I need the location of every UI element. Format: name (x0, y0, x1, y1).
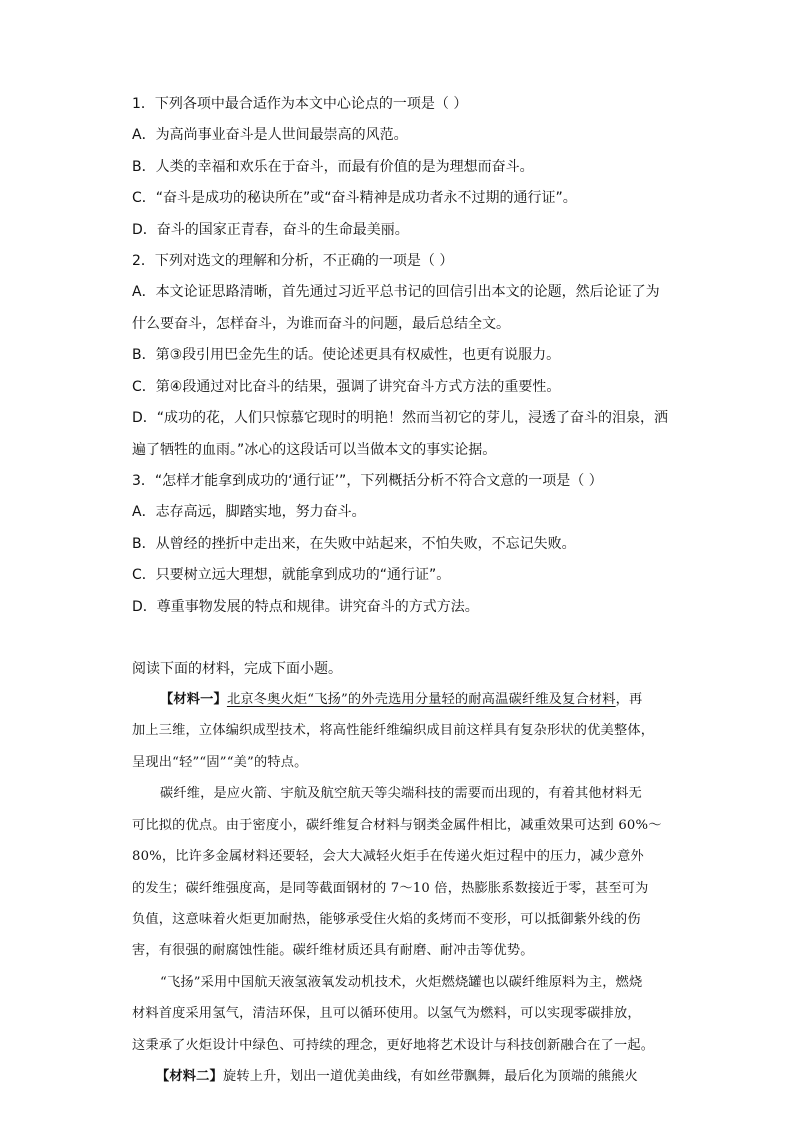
q2-option-c: C．第④段通过对比奋斗的结果，强调了讲究奋斗方式方法的重要性。 (132, 379, 561, 395)
material-two-label: 【材料二】 (156, 1069, 223, 1084)
q1-stem: 1．下列各项中最合适作为本文中心论点的一项是（ ） (132, 96, 468, 112)
q3-option-b: B．从曾经的挫折中走出来，在失败中站起来，不怕失败，不忘记失败。 (132, 536, 576, 552)
carbon-fiber-line-4: 的发生；碳纤维强度高，是同等截面钢材的 7～10 倍，热膨胀系数接近于零，甚至可为 (132, 881, 649, 896)
q2-option-b: B．第③段引用巴金先生的话。使论述更具有权威性，也更有说服力。 (132, 347, 561, 363)
q3-option-c: C．只要树立远大理想，就能拿到成功的“通行证”。 (132, 567, 451, 583)
q1-option-a: A．为高尚事业奋斗是人世间最崇高的风范。 (132, 127, 408, 143)
material-one-line-3: 呈现出“轻”“固”“美”的特点。 (132, 755, 308, 770)
carbon-fiber-line-5: 负值，这意味着火炬更加耐热，能够承受住火焰的炙烤而不变形，可以抵御紫外线的伤 (132, 912, 641, 927)
material-one-underlined: 北京冬奥火炬“飞扬”的外壳选用分量轻的耐高温碳纤维及复合材料 (226, 692, 616, 707)
feiyang-line-1: “飞扬”采用中国航天液氢液氧发动机技术，火炬燃烧罐也以碳纤维原料为主，燃烧 (160, 975, 643, 990)
q2-option-a-cont: 什么要奋斗，怎样奋斗，为谁而奋斗的问题，最后总结全文。 (132, 316, 510, 332)
feiyang-line-2: 材料首度采用氢气，清洁环保，且可以循环使用。以氢气为燃料，可以实现零碳排放， (132, 1006, 641, 1021)
material-one-label: 【材料一】 (160, 692, 227, 707)
material-two-line-1 (156, 1067, 672, 1087)
carbon-fiber-line-6: 害，有很强的耐腐蚀性能。碳纤维材质还具有耐磨、耐冲击等优势。 (132, 943, 534, 958)
material-one-line-2: 加上三维，立体编织成型技术，将高性能纤维编织成目前这样具有复杂形状的优美整体， (132, 723, 655, 738)
q2-option-a: A．本文论证思路清晰，首先通过习近平总书记的回信引出本文的论题，然后论证了为 (132, 284, 660, 300)
q3-option-a: A．志存高远，脚踏实地，努力奋斗。 (132, 504, 366, 520)
carbon-fiber-line-1: 碳纤维，是应火箭、宇航及航空航天等尖端科技的需要而出现的，有着其他材料无 (160, 786, 642, 801)
q2-option-d: D．“成功的花，人们只惊慕它现时的明艳！然而当初它的芽儿，浸透了奋斗的泪泉，洒 (132, 410, 669, 426)
carbon-fiber-line-2: 可比拟的优点。由于密度小，碳纤维复合材料与钢类金属件相比，减重效果可达到 60%～ (132, 818, 662, 833)
q2-option-d-cont: 遍了牺牲的血雨。”冰心的这段话可以当做本文的事实论据。 (132, 442, 497, 458)
q1-option-c: C．“奋斗是成功的秘诀所在”或“奋斗精神是成功者永不过期的通行证”。 (132, 190, 577, 206)
feiyang-line-3: 这秉承了火炬设计中绿色、可持续的理念，更好地将艺术设计与科技创新融合在了一起。 (132, 1038, 655, 1053)
q1-option-d: D．奋斗的国家正青春，奋斗的生命最美丽。 (132, 222, 409, 238)
carbon-fiber-line-3: 80%，比许多金属材料还要轻，会大大减轻火炬手在传递火炬过程中的压力，减少意外 (132, 849, 644, 864)
material-one-line-1 (160, 690, 672, 710)
reading-intro: 阅读下面的材料，完成下面小题。 (132, 661, 342, 677)
material-two-text: 旋转上升，划出一道优美曲线，有如丝带飘舞，最后化为顶端的熊熊火 (222, 1069, 638, 1084)
q3-option-d: D．尊重事物发展的特点和规律。讲究奋斗的方式方法。 (132, 599, 479, 615)
q3-stem: 3．“怎样才能拿到成功的‘通行证’”，下列概括分析不符合文意的一项是（ ） (132, 473, 603, 489)
material-one-line-1-tail: ，再 (615, 692, 643, 707)
q1-option-b: B．人类的幸福和欢乐在于奋斗，而最有价值的是为理想而奋斗。 (132, 159, 534, 175)
q2-stem: 2．下列对选文的理解和分析，不正确的一项是（ ） (132, 253, 454, 269)
